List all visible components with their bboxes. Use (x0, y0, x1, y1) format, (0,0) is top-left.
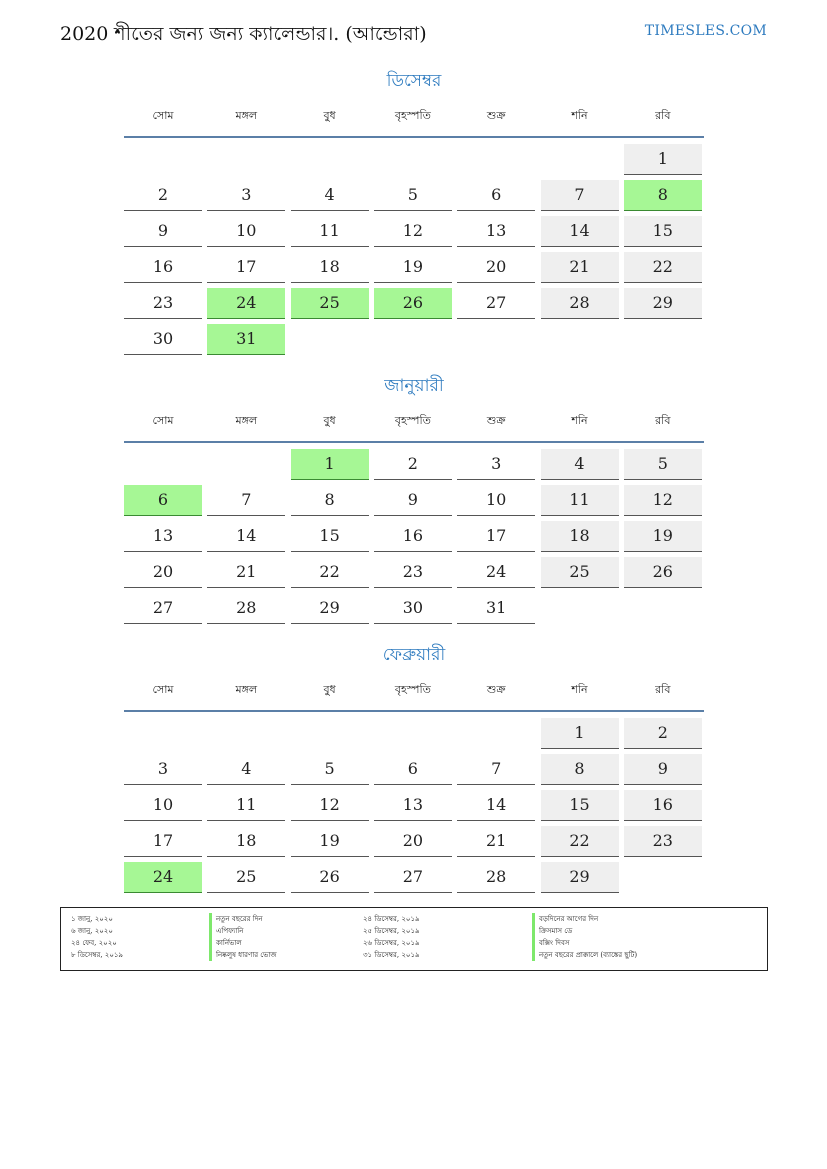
day-cell[interactable]: 1 (541, 718, 619, 749)
day-cell[interactable]: 13 (374, 790, 452, 821)
day-cell[interactable]: 5 (624, 449, 702, 480)
legend-holiday-name: নতুন বছরের দিন (209, 913, 263, 925)
legend-holiday-name: বড়দিনের আগের দিন (532, 913, 598, 925)
day-cell[interactable]: 5 (374, 180, 452, 211)
day-cell[interactable]: 6 (374, 754, 452, 785)
day-cell[interactable]: 26 (291, 862, 369, 893)
day-cell[interactable]: 7 (457, 754, 535, 785)
day-cell[interactable]: 29 (624, 288, 702, 319)
day-cell[interactable]: 2 (124, 180, 202, 211)
day-cell[interactable]: 31 (457, 593, 535, 624)
weekday-header (124, 102, 704, 138)
weekday-label: মঙ্গল (235, 109, 258, 122)
weekday-label: শনি (571, 414, 588, 427)
day-cell[interactable]: 22 (541, 826, 619, 857)
month-january (124, 373, 704, 659)
day-cell[interactable]: 26 (624, 557, 702, 588)
legend-holiday-name: নিষ্কলুষ ধারণার ভোজ (209, 949, 277, 961)
day-cell[interactable]: 8 (541, 754, 619, 785)
legend-row (61, 925, 767, 937)
day-cell[interactable]: 29 (541, 862, 619, 893)
day-grid (124, 443, 704, 659)
day-cell[interactable]: 24 (207, 288, 285, 319)
day-cell[interactable]: 7 (207, 485, 285, 516)
day-cell[interactable]: 1 (624, 144, 702, 175)
day-cell[interactable]: 9 (124, 216, 202, 247)
day-cell[interactable]: 25 (207, 862, 285, 893)
day-cell[interactable]: 11 (291, 216, 369, 247)
day-cell[interactable]: 10 (124, 790, 202, 821)
day-cell[interactable]: 28 (457, 862, 535, 893)
month-name: ডিসেম্বর (386, 71, 442, 91)
weekday-label: রবি (655, 683, 671, 696)
day-cell[interactable]: 22 (291, 557, 369, 588)
legend-holiday-name: বক্সিং দিবস (532, 937, 569, 949)
page-title: 2020 শীতের জন্য জন্য ক্যালেন্ডার।. (আন্ডোরা) (60, 23, 427, 45)
weekday-label: সোম (152, 414, 174, 427)
day-cell[interactable]: 23 (374, 557, 452, 588)
day-cell[interactable]: 15 (541, 790, 619, 821)
weekday-label: বৃহস্পতি (394, 414, 431, 427)
day-cell[interactable]: 19 (374, 252, 452, 283)
weekday-header (124, 407, 704, 443)
day-cell[interactable]: 14 (457, 790, 535, 821)
day-grid (124, 138, 704, 354)
day-cell[interactable]: 30 (124, 324, 202, 355)
legend-date: ২৬ ডিসেম্বর, ২০১৯ (363, 939, 420, 947)
weekday-label: শুক্র (486, 414, 506, 427)
day-cell[interactable]: 16 (374, 521, 452, 552)
legend-date: ২৪ ফেব, ২০২০ (71, 939, 117, 947)
day-cell[interactable]: 27 (457, 288, 535, 319)
legend-date: ৬ জানু, ২০২০ (71, 927, 113, 935)
day-cell[interactable]: 16 (124, 252, 202, 283)
day-cell[interactable]: 25 (541, 557, 619, 588)
day-cell[interactable]: 27 (124, 593, 202, 624)
day-cell[interactable]: 24 (457, 557, 535, 588)
weekday-label: সোম (152, 109, 174, 122)
weekday-label: মঙ্গল (235, 683, 258, 696)
day-cell[interactable]: 20 (124, 557, 202, 588)
day-cell[interactable]: 11 (207, 790, 285, 821)
weekday-label: বুধ (323, 414, 336, 427)
weekday-label: বুধ (323, 109, 336, 122)
day-cell[interactable]: 14 (207, 521, 285, 552)
day-cell[interactable]: 8 (291, 485, 369, 516)
day-cell[interactable]: 28 (207, 593, 285, 624)
day-cell[interactable]: 6 (124, 485, 202, 516)
weekday-label: শুক্র (486, 109, 506, 122)
day-cell[interactable]: 23 (124, 288, 202, 319)
weekday-header (124, 676, 704, 712)
day-cell[interactable]: 27 (374, 862, 452, 893)
day-cell[interactable]: 17 (457, 521, 535, 552)
day-cell[interactable]: 3 (207, 180, 285, 211)
day-cell[interactable]: 10 (457, 485, 535, 516)
weekday-label: রবি (655, 109, 671, 122)
weekday-label: বুধ (323, 683, 336, 696)
weekday-label: বৃহস্পতি (394, 683, 431, 696)
weekday-label: মঙ্গল (235, 414, 258, 427)
day-cell[interactable]: 3 (124, 754, 202, 785)
legend-holiday-name: ক্রিসমাস ডে (532, 925, 572, 937)
day-cell[interactable]: 18 (291, 252, 369, 283)
day-cell[interactable]: 28 (541, 288, 619, 319)
day-cell[interactable]: 20 (457, 252, 535, 283)
legend-date: ৮ ডিসেম্বর, ২০১৯ (71, 951, 123, 959)
day-cell[interactable]: 30 (374, 593, 452, 624)
day-cell[interactable]: 20 (374, 826, 452, 857)
month-name: ফেব্রুয়ারী (382, 645, 446, 665)
day-cell[interactable]: 21 (457, 826, 535, 857)
day-grid (124, 712, 704, 928)
day-cell[interactable]: 9 (374, 485, 452, 516)
weekday-label: শনি (571, 109, 588, 122)
day-cell[interactable]: 9 (624, 754, 702, 785)
day-cell[interactable]: 1 (291, 449, 369, 480)
day-cell[interactable]: 24 (124, 862, 202, 893)
day-cell[interactable]: 13 (457, 216, 535, 247)
weekday-label: বৃহস্পতি (394, 109, 431, 122)
day-cell[interactable]: 4 (207, 754, 285, 785)
day-cell[interactable]: 7 (541, 180, 619, 211)
legend-date: ৩১ ডিসেম্বর, ২০১৯ (363, 951, 420, 959)
day-cell[interactable]: 13 (124, 521, 202, 552)
legend-holiday-name: কার্নিভাল (209, 937, 242, 949)
weekday-label: সোম (152, 683, 174, 696)
day-cell[interactable]: 10 (207, 216, 285, 247)
day-cell[interactable]: 2 (374, 449, 452, 480)
day-cell[interactable]: 17 (207, 252, 285, 283)
holiday-legend (60, 907, 768, 971)
day-cell[interactable]: 31 (207, 324, 285, 355)
day-cell[interactable]: 21 (207, 557, 285, 588)
month-december (124, 68, 704, 354)
day-cell[interactable]: 19 (291, 826, 369, 857)
day-cell[interactable]: 29 (291, 593, 369, 624)
weekday-label: রবি (655, 414, 671, 427)
day-cell[interactable]: 18 (207, 826, 285, 857)
day-cell[interactable]: 16 (624, 790, 702, 821)
day-cell[interactable]: 15 (291, 521, 369, 552)
day-cell[interactable]: 8 (624, 180, 702, 211)
day-cell[interactable]: 15 (624, 216, 702, 247)
day-cell[interactable]: 6 (457, 180, 535, 211)
weekday-label: শনি (571, 683, 588, 696)
day-cell[interactable]: 25 (291, 288, 369, 319)
day-cell[interactable]: 19 (624, 521, 702, 552)
legend-date: ২৫ ডিসেম্বর, ২০১৯ (363, 927, 420, 935)
day-cell[interactable]: 3 (457, 449, 535, 480)
site-link[interactable]: TIMESLES.COM (644, 23, 767, 39)
day-cell[interactable]: 22 (624, 252, 702, 283)
legend-row (61, 949, 767, 961)
legend-date: ২৪ ডিসেম্বর, ২০১৯ (363, 915, 420, 923)
day-cell[interactable]: 12 (624, 485, 702, 516)
month-february (124, 642, 704, 928)
legend-row (61, 913, 767, 925)
day-cell[interactable]: 14 (541, 216, 619, 247)
day-cell[interactable]: 12 (374, 216, 452, 247)
day-cell[interactable]: 2 (624, 718, 702, 749)
day-cell[interactable]: 12 (291, 790, 369, 821)
day-cell[interactable]: 11 (541, 485, 619, 516)
legend-holiday-name: এপিফ্যানি (209, 925, 243, 937)
legend-holiday-name: নতুন বছরের প্রাক্কালে (ব্যাঙ্কের ছুটি) (532, 949, 637, 961)
day-cell[interactable]: 4 (541, 449, 619, 480)
day-cell[interactable]: 5 (291, 754, 369, 785)
day-cell[interactable]: 4 (291, 180, 369, 211)
day-cell[interactable]: 23 (624, 826, 702, 857)
legend-row (61, 937, 767, 949)
day-cell[interactable]: 18 (541, 521, 619, 552)
weekday-label: শুক্র (486, 683, 506, 696)
day-cell[interactable]: 21 (541, 252, 619, 283)
month-name: জানুয়ারী (384, 376, 444, 396)
day-cell[interactable]: 26 (374, 288, 452, 319)
legend-date: ১ জানু, ২০২০ (71, 915, 113, 923)
day-cell[interactable]: 17 (124, 826, 202, 857)
